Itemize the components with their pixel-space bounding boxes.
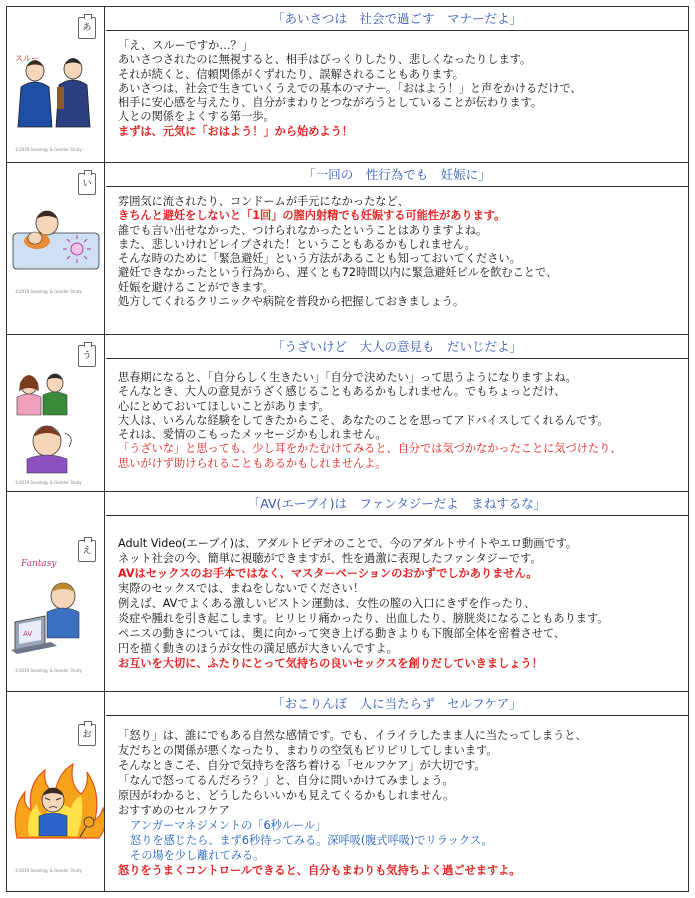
- hiragana-tab: お: [78, 724, 96, 746]
- hiragana-tab: い: [78, 173, 96, 195]
- two-students-greeting-illustration: [7, 37, 105, 157]
- hiragana-tab: あ: [78, 17, 96, 39]
- section-row: [7, 692, 688, 891]
- body-line: ペニスの動きについては、奥に向かって突き上げる動きよりも下腹部全体を密着させて、: [118, 627, 566, 640]
- section-row: [7, 163, 688, 335]
- hiragana-tab: え: [78, 540, 96, 562]
- illustration-credit: ©2019 Sexology & Gender Study: [15, 668, 82, 673]
- text-cell: [106, 335, 688, 491]
- body-line: 例えば、AVでよくある激しいピストン運動は、女性の膣の入口にきずを作ったり、: [118, 597, 536, 610]
- illustration-credit: ©2019 Sexology & Gender Study: [15, 289, 82, 294]
- self-care-tip: アンガーマネジメントの「6秒ルール」: [130, 819, 327, 832]
- section-body: [106, 716, 688, 878]
- body-line: 雰囲気に流されたり、コンドームが手元になかったなど、: [118, 195, 409, 208]
- emphasis-line: 思いがけず助けられることもあるかもしれませんよ。: [118, 456, 387, 470]
- emphasis-line: AVはセックスのお手本ではなく、マスターベーションのおかずでしかありません。: [118, 567, 538, 580]
- body-line: 炎症や腫れを引き起こします。ヒリヒリ痛かったり、出血したり、膀胱炎になることもあります。: [118, 612, 609, 625]
- body-line: 実際のセックスでは、まねをしないでください！: [118, 582, 365, 595]
- body-line: 相手に安心感を与えたり、自分がまわりとつながろうとしていることが伝わります。: [118, 96, 543, 110]
- body-line: Adult Video(エーブイ)は、アダルトビデオのことで、今のアダルトサイトやエロ動画です。: [118, 537, 578, 550]
- text-cell: [106, 163, 688, 334]
- illustration-caption: Fantasy: [21, 559, 57, 569]
- screen-caption: AV: [23, 630, 33, 638]
- body-line: そんなとき、大人の意見がうざく感じることもあるかもしれません。でもちょっとだけ、: [118, 385, 566, 399]
- section-body: [106, 31, 688, 139]
- text-cell: [106, 492, 688, 691]
- body-line: 処方してくれるクリニックや病院を普段から把握しておきましょう。: [118, 295, 465, 309]
- illustration-cell: [7, 692, 105, 891]
- body-line: あいさつは、社会で生きていくうえでの基本のマナー。「おはよう！」と声をかけるだけで、: [118, 81, 582, 95]
- section-row: [7, 335, 688, 492]
- section-heading: 「一回の 性行為でも 妊娠に」: [106, 163, 688, 187]
- section-heading: 「あいさつは 社会で過ごす マナーだよ」: [106, 7, 688, 31]
- body-line: 人との関係をよくする第一歩。: [118, 110, 275, 124]
- body-line: 妊娠を避けることができます。: [118, 280, 274, 294]
- angry-boy-fire-illustration: [7, 738, 105, 858]
- body-line: 心にとめておいてほしいことがあります。: [118, 399, 330, 413]
- boy-at-computer-illustration: [7, 552, 105, 662]
- body-line: おすすめのセルフケア: [118, 804, 230, 817]
- illustration-credit: ©2019 Sexology & Gender Study: [15, 480, 82, 485]
- section-heading: 「うざいけど 大人の意見も だいじだよ」: [106, 335, 688, 359]
- body-line: 避妊できなかったという行為から、遅くとも72時間以内に緊急避妊ピルを飲むことで、: [118, 266, 558, 280]
- body-line: 友だちとの関係が悪くなったり、まわりの空気もピリピリしてしまいます。: [118, 744, 498, 757]
- body-line: 大人は、いろんな経験をしてきたからこそ、あなたのことを思ってアドバイスしてくれるんです。: [118, 413, 609, 427]
- illustration-cell: [7, 335, 105, 491]
- text-cell: [106, 692, 688, 891]
- section-row: [7, 492, 688, 692]
- body-line: それは、愛情のこもったメッセージかもしれません。: [118, 428, 387, 442]
- body-line: 誰でも言い出せなかった、つけられなかったということはありますよね。: [118, 223, 488, 237]
- couple-in-bed-illustration: [7, 193, 105, 303]
- body-line: 「怒り」は、誰にでもある自然な感情です。でも、イライラしたまま人に当たってしまうと、: [118, 729, 587, 742]
- section-heading: 「AV(エーブイ)は ファンタジーだよ まねするな」: [106, 492, 688, 516]
- body-line: ネット社会の今、簡単に視聴ができますが、性を過激に表現したファンタジーです。: [118, 552, 542, 565]
- body-line: そんなときこそ、自分で気持ちを落ち着ける「セルフケア」が大切です。: [118, 759, 486, 772]
- body-line: 思春期になると、「自分らしく生きたい」「自分で決めたい」って思うようになりますよね。: [118, 371, 577, 384]
- self-care-tip: その場を少し離れてみる。: [130, 849, 265, 862]
- emphasis-line: お互いを大切に、ふたりにとって気持ちの良いセックスを創りだしていきましょう！: [118, 657, 543, 670]
- body-line: あいさつされたのに無視すると、相手はびっくりしたり、悲しくなったりします。: [118, 53, 532, 67]
- illustration-cell: [7, 492, 105, 691]
- body-line: そんな時のために「緊急避妊」という方法があることも知っておいてください。: [118, 252, 521, 266]
- section-body: [106, 359, 688, 471]
- section-body: [106, 516, 688, 671]
- hiragana-tab: う: [78, 345, 96, 367]
- illustration-credit: ©2019 Sexology & Gender Study: [15, 868, 82, 873]
- illustration-cell: [7, 7, 105, 162]
- section-body: [106, 187, 688, 309]
- section-row: [7, 7, 688, 163]
- illustration-cell: [7, 163, 105, 334]
- body-line: また、悲しいけれどレイプされた！ということもあるかもしれません。: [118, 237, 476, 251]
- body-line: 「え、スルーですか…？」: [118, 39, 253, 52]
- text-cell: [106, 7, 688, 162]
- emphasis-line: 「うざいな」と思っても、少し耳をかたむけてみると、自分では気づかなかったことに気づけたり、: [118, 442, 622, 456]
- body-line: 原因がわかると、どうしたらいいかも見えてくるかもしれません。: [118, 789, 455, 802]
- body-line: それが続くと、信頼関係がくずれたり、誤解されることもあります。: [118, 67, 464, 81]
- emphasis-line: きちんと避妊をしないと「1回」の膣内射精でも妊娠する可能性があります。: [118, 209, 506, 223]
- document-table: [6, 6, 689, 892]
- emphasis-line: まずは、元気に「おはよう！」から始めよう！: [118, 124, 353, 138]
- emphasis-line: 怒りをうまくコントロールできると、自分もまわりも気持ちよく過ごせますよ。: [118, 864, 521, 877]
- illustration-caption: スルー: [15, 54, 39, 63]
- body-line: 円を描く動きのほうが女性の満足感が大きいんですよ。: [118, 642, 398, 655]
- section-heading: 「おこりんぼ 人に当たらず セルフケア」: [106, 692, 688, 716]
- self-care-tip: 怒りを感じたら、まず6秒待ってみる。深呼吸(腹式呼吸)でリラックス。: [130, 834, 493, 847]
- parents-and-teen-illustration: [7, 363, 105, 483]
- body-line: 「なんで怒ってるんだろう？」と、自分に問いかけてみましょう。: [118, 774, 454, 787]
- illustration-credit: ©2019 Sexology & Gender Study: [15, 147, 82, 152]
